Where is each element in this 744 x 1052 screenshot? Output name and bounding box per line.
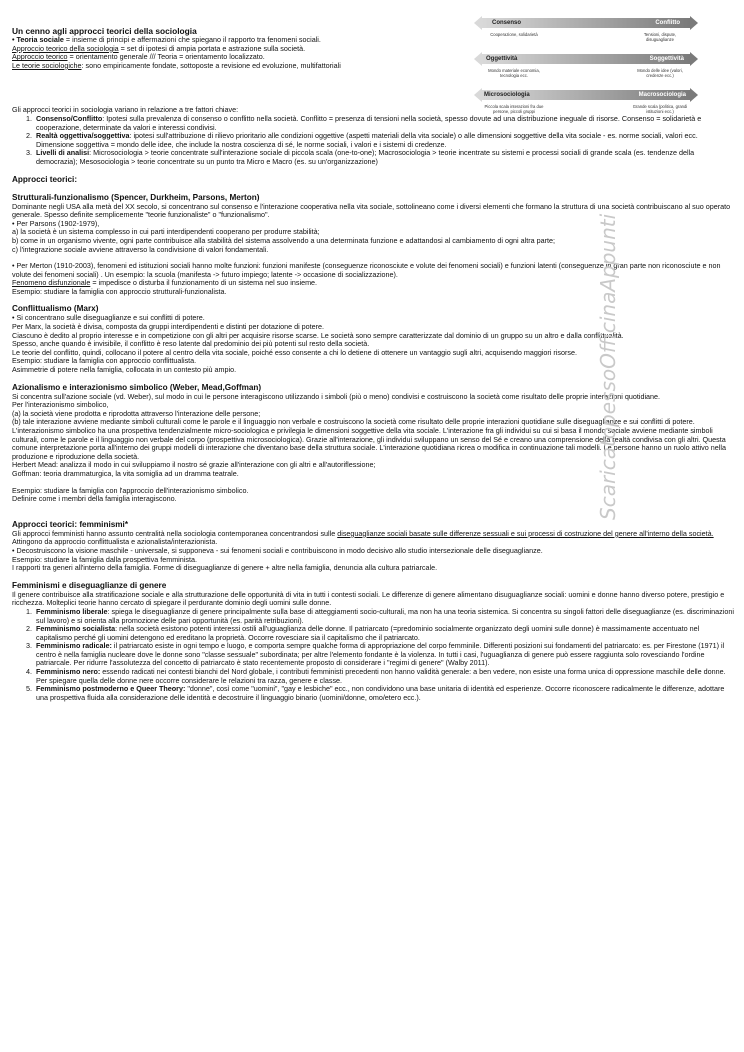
section-heading: Approcci teorici: xyxy=(12,174,78,184)
section-heading: Strutturali-funzionalismo (Spencer, Durkheim, Parsons, Merton) xyxy=(12,192,260,202)
text-run: diseguaglianze sociali basate sulle differenze sessuali e sui processi di costruzione del genere all'interno della società. xyxy=(337,528,714,538)
diagram-caption: Piccola scala interazioni fra due persone, piccoli gruppi xyxy=(484,104,544,114)
item-text: essendo radicati nei contesti bianchi del Nord globale, i contributi femministi precedenti non hanno validità generale: a ben vedere, non esiste una forma unica di oppressione maschile delle donne. Per spiegare quella delle donne nere occorre considerare le relazioni tra razza, genere e classe. xyxy=(36,667,726,685)
term: Fenomeno disfunzionale xyxy=(12,278,91,288)
paragraph: Per l'interazionismo simbolico, xyxy=(12,400,109,410)
section-heading: Femminismi e diseguaglianze di genere xyxy=(12,580,167,590)
factor-item xyxy=(34,132,734,149)
diagram-label: Conflitto xyxy=(655,20,680,26)
diagram-caption: Cooperazione, solidarietà xyxy=(490,32,538,37)
factor-term: Consenso/Conflitto xyxy=(36,113,103,123)
feminism-item xyxy=(34,608,734,625)
def-text: : sono empiricamente fondate, sottoposte a revisione ed evoluzione, multifattoriali xyxy=(81,60,341,70)
feminism-item xyxy=(34,685,734,702)
paragraph: • Decostruiscono la visione maschile - universale, si supponeva - sui fenomeni sociali e contribuiscono in modo decisivo allo studio intersezionale delle diseguaglianze. xyxy=(12,545,543,555)
micro-macro-arrow xyxy=(474,88,698,102)
diagram-label: Oggettività xyxy=(486,56,518,62)
page-title: Un cenno agli approcci teorici della sociologia xyxy=(12,26,197,36)
paragraph: • Per Parsons (1902-1979), xyxy=(12,218,100,228)
paragraph: c) l'integrazione sociale avviene attraverso la condivisione di valori fondamentali. xyxy=(12,244,269,254)
paragraph: Il genere contribuisce alla stratificazione sociale e alla strutturazione delle opportunità di vita in tutti i contesti sociali. Le differenze di genere alimentano disuguaglianze sociali: uomini e donne hanno diverso potere, prestigio e ricchezza. Molteplici teorie hanno cercato di spiegare il perdurante dominio degli uomini sulle donne. xyxy=(12,589,725,608)
paragraph: • Per Merton (1910-2003), fenomeni ed istituzioni sociali hanno molte funzioni: funzioni manifeste (conseguenze riconosciute e volute dei fenomeni sociali) e funzioni latenti (conseguenze in gran parte non riconosciute e non volute dei fenomeni sociali) . Un esempio: la scuola (manifesta -> futuro impiego; latente -> occasione di socializzazione). xyxy=(12,261,721,279)
def-text: = insieme di principi e affermazioni che spiegano il rapporto tra fenomeni sociali. xyxy=(63,35,321,44)
paragraph: (a) la società viene prodotta e riprodotta attraverso l'interazione delle persone; xyxy=(12,408,261,418)
item-term: Femminismo socialista xyxy=(36,624,116,634)
def-term: Approccio teorico della sociologia xyxy=(12,43,119,53)
item-text: il patriarcato esiste in ogni tempo e luogo, e comporta sempre qualche forma di appropriazione del corpo femminile. Differenti posizioni sui fondamenti del patriarcato: es. per Firestone (1971) il centro è nella famiglia nucleare dove le donne sono "classe sessuale" subordinata; per altre l'elemento fondante è la violenza. In tutti i casi, l'uguaglianza di genere può essere raggiunta solo rovesciando l'ordine patriarcale. Per ridurre l'assolutezza del concetto di patriarcato è stato recentemente proposto di considerare i "regimi di genere" (Walby 2011). xyxy=(36,641,725,668)
diagram-label: Microsociologia xyxy=(484,92,530,98)
paragraph: Spesso, anche quando è invisibile, il conflitto è reso latente dal predominio dei più potenti sul resto della società. xyxy=(12,339,370,349)
watermark-text: ScaricatopessoOfficinaAppunti xyxy=(596,213,620,520)
consenso-conflitto-arrow xyxy=(474,16,698,30)
paragraph: Esempio: studiare la famiglia con approccio conflittualista. xyxy=(12,356,197,366)
paragraph: Le teorie del conflitto, quindi, collocano il potere al centro della vita sociale, poiché esso consente a chi lo detiene di ottenere un vantaggio sugli altri, acquisendo maggiori risorse. xyxy=(12,347,577,357)
paragraph: Si concentra sull'azione sociale (vd. Weber), sul modo in cui le persone interagiscono utilizzando i simboli (più o meno) condivisi e costruiscono la società come risultato delle proprie interazioni quotidiane. xyxy=(12,391,661,401)
paragraph: Definire come i membri della famiglia interagiscono. xyxy=(12,494,177,504)
factor-term: Realtà oggettiva/soggettiva xyxy=(36,131,130,141)
intro-text: Gli approcci teorici in sociologia variano in relazione a tre fattori chiave: xyxy=(12,105,239,115)
text-run: Gli approcci femministi hanno assunto centralità nella sociologia contemporanea concentrandosi sulle xyxy=(12,528,338,538)
paragraph: Ciascuno è dedito al proprio interesse e in competizione con gli altri per acquisire risorse scarse. Le società sono sempre caratterizzate dal dominio di un gruppo su un altro e dalla conflittualità. xyxy=(12,330,624,340)
diagram-label: Macrosociologia xyxy=(638,92,686,98)
diagram-caption: Tensioni, dispute, disuguaglianze xyxy=(643,32,677,42)
feminism-list xyxy=(12,608,734,703)
item-term: Femminismo postmoderno e Queer Theory: xyxy=(36,684,186,694)
term-text: = impedisce o disturba il funzionamento di un sistema nel suo insieme. xyxy=(90,278,318,288)
item-text: : nella società esistono potenti interessi ostili all'uguaglianza delle donne. Il patriarcato (=predominio socialmente organizzato degli uomini sulle donne) è massimamente accentuato nel capitalismo perché gli uomini detengono ed ereditano la proprietà. Occorre rovesciare sia il capitalismo che il patriarcato. xyxy=(36,624,700,642)
paragraph: Esempio: studiare la famiglia con approccio strutturali-funzionalista. xyxy=(12,286,227,296)
intro-block xyxy=(12,26,470,70)
item-term: Femminismo nero: xyxy=(36,667,101,677)
paragraph: Goffman: teoria drammaturgica, la vita somiglia ad un dramma teatrale. xyxy=(12,468,239,478)
item-text: "donne", così come "uomini", "gay e lesbiche" ecc., non condividono una base unitaria di identità ed esperienze. Occorre riconoscere radicalmente le differenze, adottare una prospettiva fluida alla considerazione delle identità e decostruire il linguaggio binario (uomini/donne, omo/etero ecc.). xyxy=(36,684,725,702)
diagram-label: Consenso xyxy=(492,20,522,26)
paragraph: Esempio: studiare la famiglia dalla prospettiva femminista. xyxy=(12,554,197,564)
feminism-item xyxy=(34,668,734,685)
diagram-caption: Mondo delle idee (valori, credenze ecc.) xyxy=(637,68,683,78)
paragraph: Per Marx, la società è divisa, composta da gruppi interdipendenti e distinti per dotazione di potere. xyxy=(12,322,325,332)
paragraph: L'interazionismo simbolico ha una prospettiva tendenzialmente micro-sociologica e privilegia le dimensioni soggettive della vita sociale. L'interazione fra gli individui su cui si basa il mondo sociale avviene mediante simboli culturali, come le parole e il linguaggio non verbale del corpo (prospettiva microsociologica). Grazie all'interazione, gli individui sviluppano un senso del Sé e creano una comprensione della realtà condivisa con gli altri. Questa comune interpretazione porta all'interno dei gruppi modelli di interazione che diventano base della struttura sociale. L'interazione quotidiana ricrea o modifica in continuazione tali modelli. Le persone hanno un ruolo attivo nella produzione e riproduzione della società. xyxy=(12,426,726,461)
paragraph: a) la società è un sistema complesso in cui parti interdipendenti cooperano per produrre stabilità; xyxy=(12,227,320,237)
paragraph: • Si concentrano sulle diseguaglianze e sui conflitti di potere. xyxy=(12,313,205,323)
factor-text: : ipotesi sull'attribuzione di rilievo prioritario alle condizioni oggettive (aspetti materiali della vita sociale) o alle dimensioni soggettive della vita sociale - es. norme sociali, valori ecc. Dimensione soggettiva = mondo delle idee, che include la nostra coscienza di sé, le norme sociali, i valori e i sistemi di credenze. xyxy=(36,131,698,149)
factor-text: : Ipotesi sulla prevalenza di consenso o conflitto nella società. Conflitto = presenza di tensioni nella società, spesso dovute ad una distribuzione ineguale di risorse. Consenso = solidarietà e cooperazione, determinate da valori e interessi condivisi. xyxy=(36,113,702,132)
feminism-item xyxy=(34,625,734,642)
factor-text: : Microsociologia > teorie concentrate sull'interazione sociale di piccola scala (one-to-one); Macrosociologia > teorie incentrate su sistemi e processi sociali di grande scala (es. tendenze della democrazia); Mesosociologia > teorie concentrate su un punto tra Micro e Macro (es. su un'organizzazione) xyxy=(36,148,695,166)
paragraph: Esempio: studiare la famiglia con l'approccio dell'interazionismo simbolico. xyxy=(12,485,249,495)
item-term: Femminismo radicale: xyxy=(36,641,112,651)
factor-item xyxy=(34,149,734,166)
section-heading: Azionalismo e interazionismo simbolico (Weber, Mead,Goffman) xyxy=(12,382,262,392)
item-text: : spiega le diseguaglianze di genere principalmente sulla base di atteggiamenti socio-culturali, ma non ha una teoria sistemica. Si concentra su singoli fattori delle diseguaglianze (es. discriminazioni sul lavoro) e si orienta alla promozione delle pari opportunità (es. parità retribuzioni). xyxy=(36,606,734,625)
section-heading: Conflittualismo (Marx) xyxy=(12,304,99,314)
oggettivita-soggettivita-arrow xyxy=(474,52,698,66)
def-text: = orientamento generale /// Teoria = orientamento localizzato. xyxy=(67,52,265,62)
item-term: Femminismo liberale xyxy=(36,606,108,616)
def-term: Approccio teorico xyxy=(12,52,68,62)
paragraph: Attingono da approccio conflittualista e azionalista/interazionista. xyxy=(12,537,218,547)
feminism-item xyxy=(34,642,734,668)
document-page xyxy=(12,26,734,702)
factors-list xyxy=(12,115,734,167)
paragraph: Dominante negli USA alla metà del XX secolo, si concentrano sul consenso e l'interazione cooperativa nella vita sociale, sottolineano come i diversi elementi che formano la struttura di una società contribuiscano al suo operato generale. Spesso definite semplicemente "teorie funzionaliste" o "funzionalismo". xyxy=(12,201,731,220)
section-heading: Approcci teorici: femminismi* xyxy=(12,519,129,529)
def-text: = set di ipotesi di ampia portata e astrazione sulla società. xyxy=(118,43,306,53)
def-teorie-sociologiche xyxy=(12,62,470,71)
def-term: Le teorie sociologiche xyxy=(12,60,82,70)
diagram-label: Soggettività xyxy=(649,56,684,62)
approaches-diagram xyxy=(474,16,698,120)
diagram-caption: Grande scala (politica, grandi istituzioni ecc.) xyxy=(632,104,688,114)
diagram-caption: Mondo materiale economia, tecnologia ecc. xyxy=(488,68,540,78)
paragraph: I rapporti tra generi all'interno della famiglia. Forme di diseguaglianze di genere + altre nella famiglia, denuncia alla cultura patriarcale. xyxy=(12,563,438,573)
paragraph: b) come in un organismo vivente, ogni parte contribuisce alla stabilità del sistema assolvendo a una determinata funzione e adattandosi al cambiamento di ogni altra parte; xyxy=(12,235,555,245)
factor-term: Livelli di analisi xyxy=(36,148,90,158)
paragraph: Asimmetrie di potere nella famiglia, collocata in un contesto più ampio. xyxy=(12,365,237,375)
paragraph: Herbert Mead: analizza il modo in cui sviluppiamo il nostro sé grazie all'interazione con gli altri e all'autoriflessione; xyxy=(12,460,376,470)
def-term: • Teoria sociale xyxy=(12,35,64,44)
paragraph: (b) tale interazione avviene mediante simboli culturali come le parole e il linguaggio non verbale e costruiscono la società come risultato delle proprie interazioni quotidiane sulle diseguaglianze e sui conflitti di potere. xyxy=(12,417,695,427)
